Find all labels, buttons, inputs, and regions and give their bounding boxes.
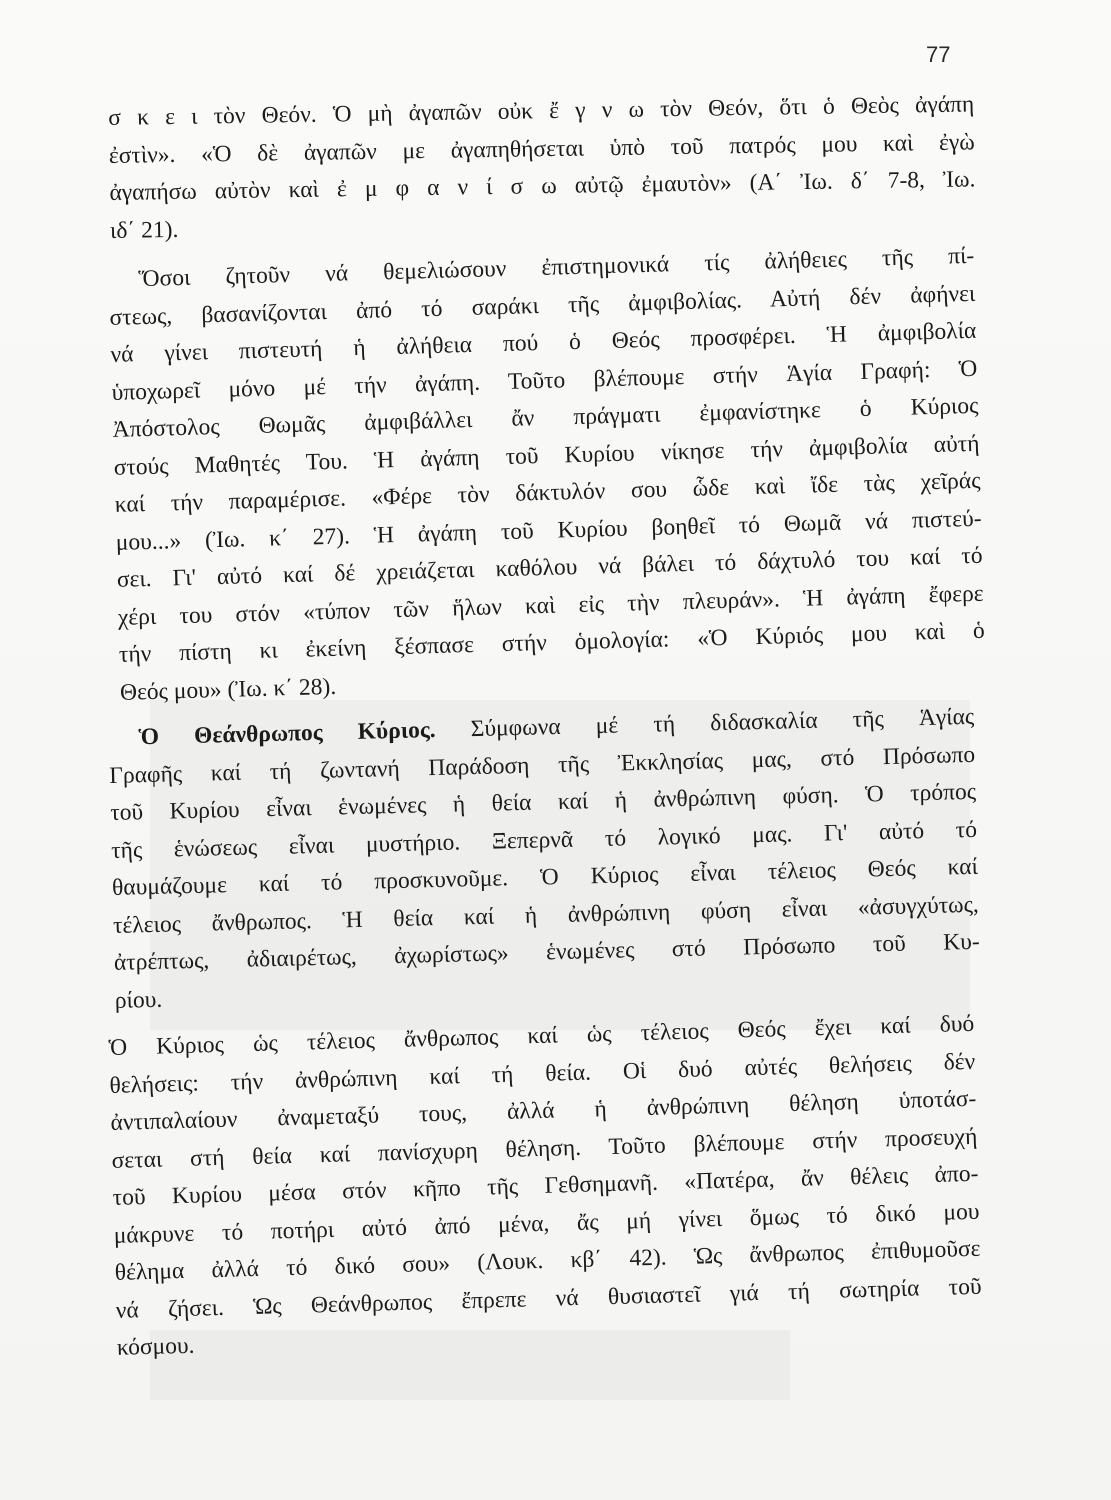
text-line: χέρι του στόν «τύπον τῶν ἥλων καὶ εἰς τὴν πλευράν». Ἡ ἀγάπη ἔφερε	[117, 580, 984, 631]
text-line: θελήσεις: τήν ἀνθρώπινη καί τή θεία. Οἱ δυό αὐτές θελήσεις δέν	[109, 1048, 976, 1099]
text-line: νά ζήσει. Ὡς Θεάνθρωπος ἔπρεπε νά θυσιαστεῖ γιά τή σωτηρία τοῦ	[115, 1273, 982, 1324]
text-line: Ἀπόστολος Θωμᾶς ἀμφιβάλλει ἄν πράγματι ἐμφανίστηκε ὁ Κύριος	[112, 392, 979, 443]
text-line: Θεός μου» (Ἰω. κ΄ 28).	[119, 673, 337, 706]
text-line: σει. Γι' αὐτό καί δέ χρειάζεται καθόλου νά βάλει τό δάχτυλό του καί τό	[116, 542, 983, 593]
text-line: νά γίνει πιστευτή ἡ ἀλήθεια πού ὁ Θεός προσφέρει. Ἡ ἀμφιβολία	[110, 317, 977, 368]
text-line: στούς Μαθητές Του. Ἡ ἀγάπη τοῦ Κυρίου νίκησε τήν ἀμφιβολία αὐτή	[113, 430, 980, 481]
text-line: κόσμου.	[116, 1332, 195, 1361]
text-line: ιδ΄ 21).	[109, 216, 179, 244]
page-number: 77	[926, 42, 951, 67]
text-line: ἀντιπαλαίουν ἀναμεταξύ τους, ἀλλά ἡ ἀνθρώπινη θέληση ὑποτάσ-	[110, 1085, 977, 1136]
text-line: Ὅσοι ζητοῦν νά θεμελιώσουν ἐπιστημονικά τίς ἀλήθειες τῆς πί-	[138, 242, 975, 293]
text-line: θαυμάζουμε καί τό προσκυνοῦμε. Ὁ Κύριος εἶναι τέλειος Θεός καί	[111, 853, 979, 901]
paragraph-two-wills	[108, 1006, 983, 1368]
text-line: Γραφῆς καί τή ζωντανή Παράδοση τῆς Ἐκκλησίας μας, στό Πρόσωπο	[109, 741, 976, 789]
text-line: τήν πίστη κι ἐκείνη ξέσπασε στήν ὁμολογία: «Ὁ Κύριός μου καὶ ὁ	[118, 617, 985, 668]
text-line: ὑποχωρεῖ μόνο μέ τήν ἀγάπη. Τοῦτο βλέπουμε στήν Ἁγία Γραφή: Ὁ	[111, 355, 978, 406]
text-line: σεται στή θεία καί πανίσχυρη θέληση. Τοῦτο βλέπουμε στήν προσευχή	[111, 1123, 978, 1174]
text-line: τῆς ἑνώσεως εἶναι μυστήριο. Ξεπερνᾶ τό λογικό μας. Γι' αὐτό τό	[110, 816, 978, 864]
text-line: θέλημα ἀλλά τό δικό σου» (Λουκ. κβ΄ 42). Ὡς ἄνθρωπος ἐπιθυμοῦσε	[114, 1235, 981, 1286]
text-line: τοῦ Κυρίου εἶναι ἑνωμένες ἡ θεία καί ἡ ἀνθρώπινη φύση. Ὁ τρόπος	[109, 778, 977, 826]
section-heading: Ὁ Θεάνθρωπος Κύριος.	[138, 717, 436, 751]
text-line: τέλειος ἄνθρωπος. Ἡ θεία καί ἡ ἀνθρώπινη φύση εἶναι «ἀσυγχύτως,	[112, 891, 980, 939]
heading-line-rest: Σύμφωνα μέ τή διδασκαλία τῆς Ἁγίας	[435, 703, 975, 743]
text-line: ἐστὶν». «Ὁ δὲ ἀγαπῶν με ἀγαπηθήσεται ὑπὸ τοῦ πατρός μου καὶ ἐγὼ	[108, 128, 975, 169]
text-line: ἀτρέπτως, ἀδιαιρέτως, ἀχωρίστως» ἑνωμένες στό Πρόσωπο τοῦ Κυ-	[113, 928, 980, 976]
text-line: ρίου.	[114, 986, 163, 1014]
text-line: μου...» (Ἰω. κ΄ 27). Ἡ ἀγάπη τοῦ Κυρίου βοηθεῖ τό Θωμᾶ νά πιστεύ-	[115, 505, 982, 556]
text-line: τοῦ Κυρίου μέσα στόν κῆπο τῆς Γεθσημανῆ. «Πατέρα, ἄν θέλεις ἀπο-	[112, 1160, 979, 1211]
text-line: σ κ ε ι τὸν Θεόν. Ὁ μὴ ἀγαπῶν οὐκ ἔ γ ν ω τὸν Θεόν, ὅτι ὁ Θεὸς ἀγάπη	[108, 91, 975, 131]
paragraph-doubt	[108, 238, 986, 712]
text-line: Ὁ Κύριος ὡς τέλειος ἄνθρωπος καί ὡς τέλειος Θεός ἔχει καί δυό	[108, 1010, 975, 1061]
paragraph-quote-continuation	[108, 86, 976, 250]
paragraph-theanthropos	[108, 699, 981, 1020]
text-line: μάκρυνε τό ποτήρι αὐτό ἀπό μένα, ἄς μή γίνει ὅμως τό δικό μου	[113, 1198, 980, 1249]
text-line: ἀγαπήσω αὐτὸν καὶ ἐ μ φ α ν ί σ ω αὐτῷ ἐμαυτὸν» (Α΄ Ἰω. δ΄ 7-8, Ἰω.	[109, 166, 976, 206]
text-line: καί τήν παραμέρισε. «Φέρε τὸν δάκτυλόν σου ὧδε καὶ ἴδε τὰς χεῖράς	[114, 467, 981, 518]
text-line: στεως, βασανίζονται ἀπό τό σαράκι τῆς ἀμφιβολίας. Αὐτή δέν ἀφήνει	[109, 280, 976, 331]
